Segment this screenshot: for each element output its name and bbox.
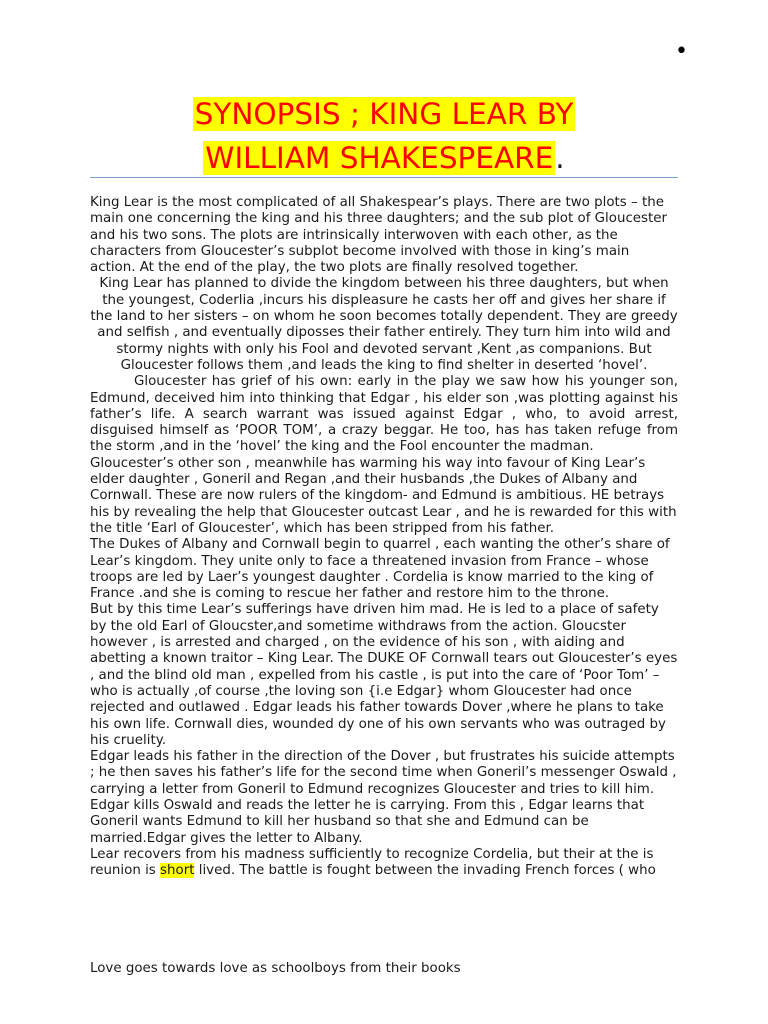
paragraph-lear-divides-kingdom: King Lear has planned to divide the kingdom between his three daughters, but when the youngest, Coderlia ,incurs his displeasure he casts her off and gives her share if the land to her sisters – on whom he soon becomes totally dependent. They are greedy and selfish , and eventually diposses their father entirely. They turn him into wild and stormy nights with only his Fool and devoted servant ,Kent ,as companions. But Gloucester follows them ,and leads the king to find shelter in deserted ‘hovel’. xyxy=(90,276,678,373)
title-period: . xyxy=(555,141,565,175)
paragraph-edgar-leads-father: Edgar leads his father in the direction of the Dover , but frustrates his suicide attempts ; he then saves his father’s life for the second time when Goneril’s messenger Oswald , carrying a letter from Goneril to Edmund recognizes Gloucester and tries to kill him. Edgar kills Oswald and reads the letter he is carrying. From this , Edgar learns that Goneril wants Edmund to kill her husband so that she and Edmund can be married.Edgar gives the letter to Albany. xyxy=(90,749,677,846)
highlighted-word: short xyxy=(160,863,195,879)
page-title xyxy=(90,92,678,180)
paragraph-lear-recovers xyxy=(90,847,678,880)
paragraph-lear-recovers-end: lived. The battle is fought between the invading French forces ( who xyxy=(194,863,656,879)
paragraph-edmund-ambition: Gloucester’s other son , meanwhile has warming his way into favour of King Lear’s elder daughter , Goneril and Regan ,and their husbands ,the Dukes of Albany and Cornwall. These are now rulers of the kingdom- and Edmund is ambitious. HE betrays his by revealing the help that Gloucester outcast Lear , and he is rewarded for this with the title ‘Earl of Gloucester’, which has been stripped from his father. xyxy=(90,455,677,536)
paragraph-lear-recovers-start: Lear recovers from his madness sufficiently to recognize Cordelia, but their at the is reunion is xyxy=(90,846,654,879)
title-divider xyxy=(90,177,678,178)
paragraph-gloucester-grief xyxy=(90,374,678,455)
title-line-2: WILLIAM SHAKESPEARE xyxy=(205,141,554,175)
bullet-mark: • xyxy=(675,39,688,64)
paragraph-lear-madness: But by this time Lear’s sufferings have driven him mad. He is led to a place of safety by the old Earl of Gloucster,and sometime withdraws from the action. Gloucster however , is arrested and charged , on the evidence of his son , with aiding and abetting a known traitor – King Lear. The DUKE OF Cornwall tears out Gloucester’s eyes , and the blind old man , expelled from his castle , is put into the care of ‘Poor Tom’ – who is actually ,of course ,the loving son {i.e Edgar} whom Gloucester had once rejected and outlawed . Edgar leads his father towards Dover ,where he plans to take his own life. Cornwall dies, wounded dy one of his own servants who was outraged by his cruelity. xyxy=(90,602,678,748)
title-line-1: SYNOPSIS ; KING LEAR BY xyxy=(194,97,574,131)
paragraph-dukes-quarrel: The Dukes of Albany and Cornwall begin to quarrel , each wanting the other’s share of Lear’s kingdom. They unite only to face a threatened invasion from France – whose troops are led by Laer’s youngest daughter . Cordelia is know married to the king of France .and she is coming to rescue her father and restore him to the throne. xyxy=(90,537,670,602)
paragraph-intro: King Lear is the most complicated of all Shakespear’s plays. There are two plots – the main one concerning the king and his three daughters; and the sub plot of Gloucester and his two sons. The plots are intrinsically interwoven with each other, as the characters from Gloucester’s subplot become involved with those in king’s main action. At the end of the play, the two plots are finally resolved together. xyxy=(90,195,668,276)
synopsis-body xyxy=(90,195,678,879)
footer-quote: Love goes towards love as schoolboys from their books xyxy=(90,961,461,976)
paragraph-gloucester-grief-text: Gloucester has grief of his own: early in the play we saw how his younger son, Edmund, deceived him into thinking that Edgar , his elder son ,was plotting against his father’s life. A search warrant was issued against Edgar , who, to avoid arrest, disguised himself as ‘POOR TOM’, a crazy beggar. He too, has has taken refuge from the storm ,and in the ‘hovel’ the king and the Fool encounter the madman. xyxy=(90,374,678,455)
